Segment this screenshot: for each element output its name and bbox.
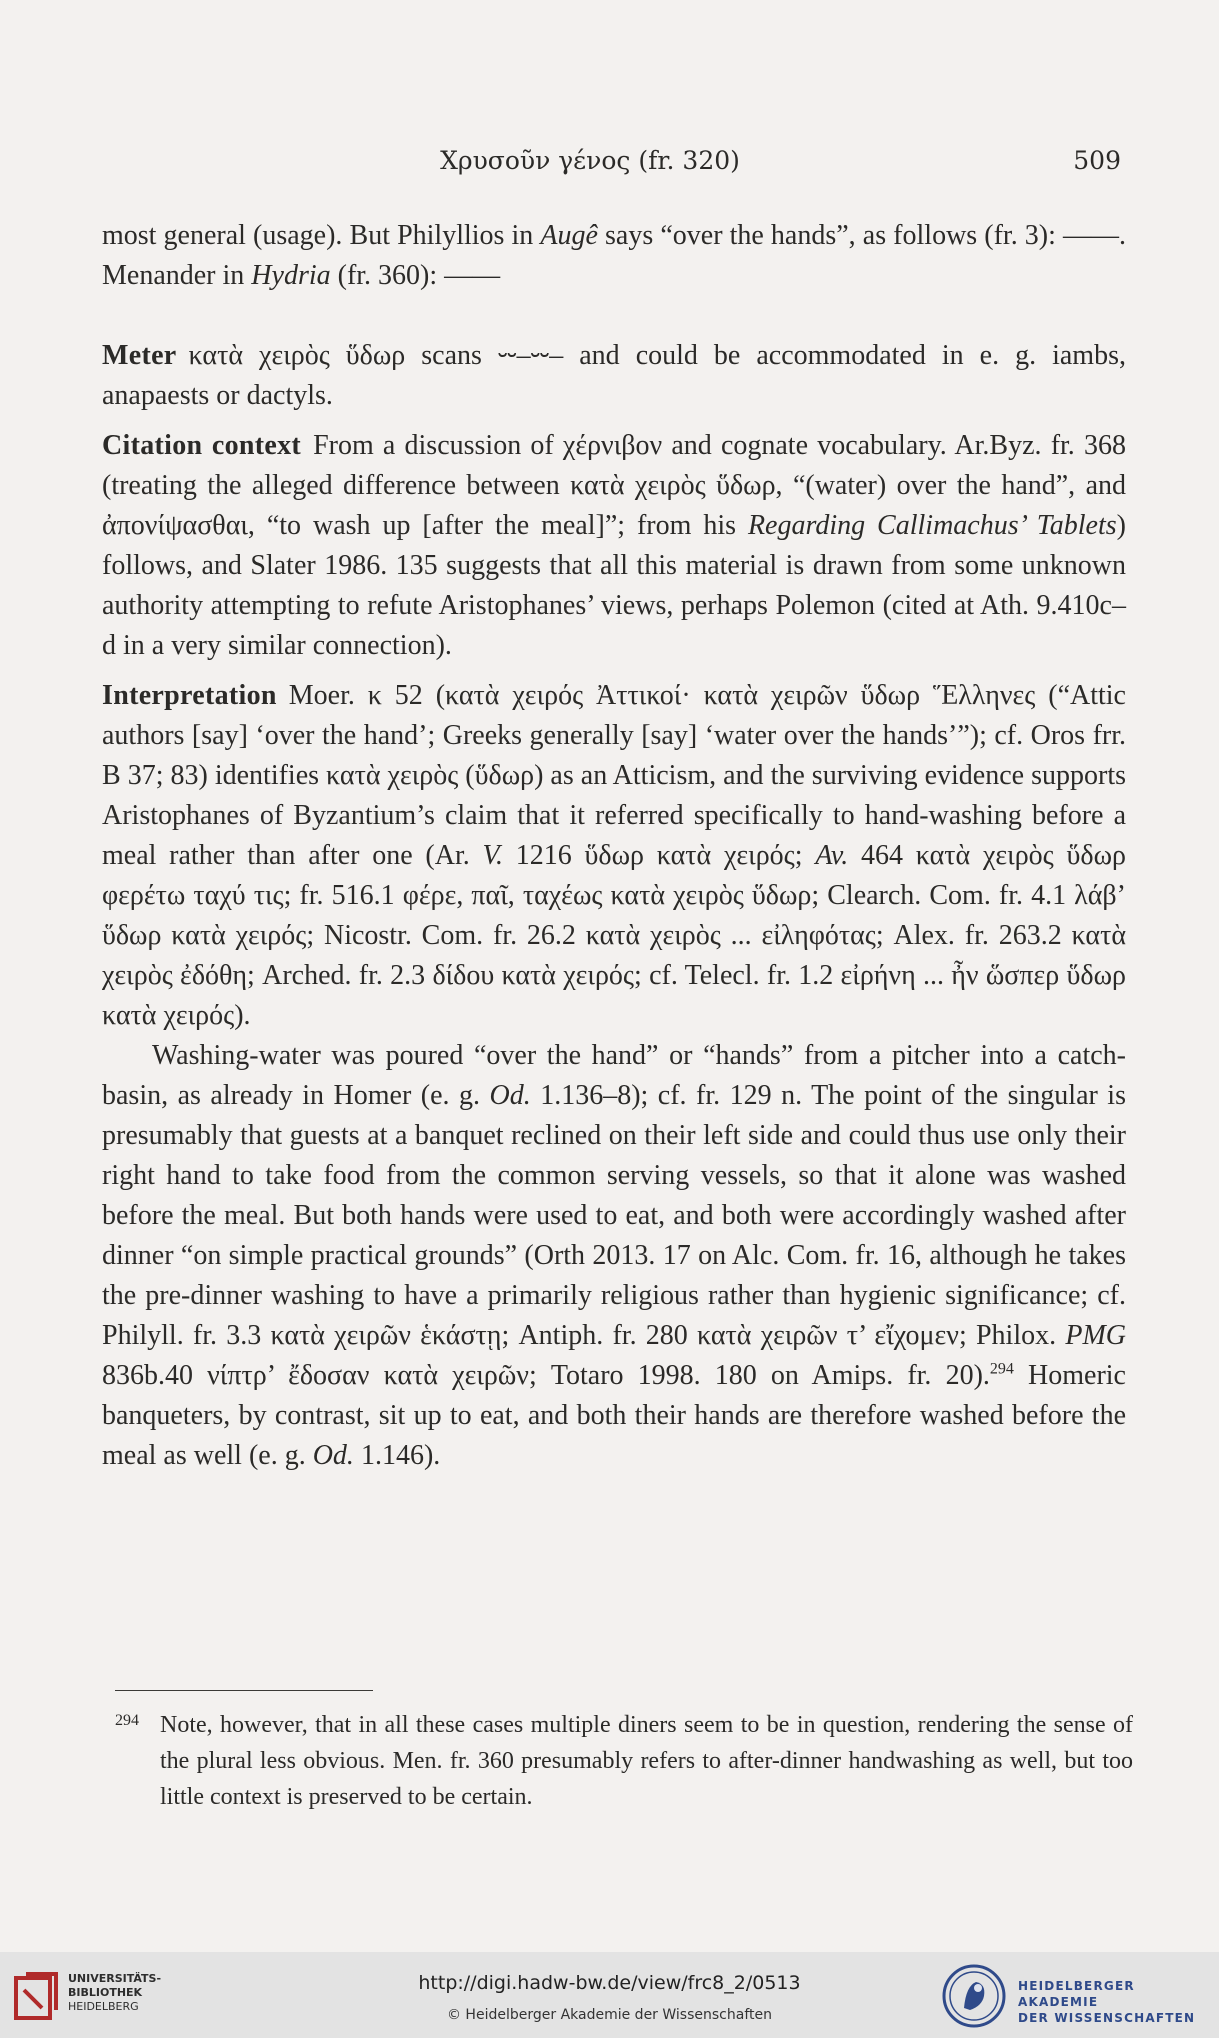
intro-paragraph (102, 216, 1126, 296)
footnote-text: Note, however, that in all these cases multiple diners seem to be in question, rendering the sense of the plural less obvious. Men. fr. 360 presumably refers to after-dinner handwashing as well, but too little context is preserved to be certain. (160, 1712, 1133, 1810)
copyright-notice: © Heidelberger Akademie der Wissenschaften (446, 2007, 772, 2023)
citation-title: Regarding Callimachus’ Tablets (747, 510, 1117, 541)
library-line-1: UNIVERSITÄTS- (68, 1972, 162, 1985)
citation-section (102, 426, 1126, 666)
academy-name (1018, 1978, 1219, 2026)
footnote-number: 294 (115, 1712, 139, 1729)
abbr-pmg: PMG (1065, 1320, 1126, 1351)
interpretation-text: Moer. κ 52 (κατὰ χειρός Ἀττικοί· κατὰ χειρῶν ὕδωρ Ἕλληνες (“Attic authors [say] ‘over the hand’; Greeks generally [say] ‘water over the hands’”); cf. Oros frr. B 37; 83) identifies κατὰ χειρὸς (ὕδωρ) as an Atticism, and the surviving evidence supports Aristophanes of Byzantium’s claim that it referred specifically to hand-washing before a meal rather than after one (Ar. (102, 680, 1126, 871)
meter-section (102, 336, 1126, 416)
footnote-ref[interactable]: 294 (989, 1360, 1014, 1378)
washing-text-4: Homeric banqueters, by contrast, sit up to eat, and both their hands are therefore washed before the meal as well (e. g. (102, 1360, 1126, 1471)
running-head-title: Χρυσοῦν γένος (fr. 320) (440, 146, 740, 175)
interpretation-section (102, 676, 1126, 1036)
footnote-rule (115, 1690, 373, 1691)
abbr-od-1: Od. (489, 1080, 531, 1111)
washing-text: Washing-water was poured “over the hand” or “hands” from a pitcher into a catch-basin, as already in Homer (e. g. (102, 1040, 1126, 1111)
citation-heading: Citation context (102, 430, 302, 461)
academy-seal-icon[interactable] (940, 1962, 1008, 2030)
title-auge: Augê (540, 220, 598, 251)
interpretation-heading: Interpretation (102, 680, 277, 711)
title-hydria: Hydria (251, 260, 331, 291)
intro-text-b: says “over the hands”, as follows (fr. 3): ——. Menander in (102, 220, 1126, 291)
viewer-footer (0, 1952, 1219, 2038)
academy-line-2: DER WISSENSCHAFTEN (1018, 2011, 1196, 2025)
meter-heading: Meter (102, 340, 177, 371)
running-head (0, 142, 1219, 182)
citation-text-2: ) follows, and Slater 1986. 135 suggests that all this material is drawn from some unknown authority attempting to refute Aristophanes’ views, perhaps Polemon (cited at Ath. 9.410c–d in a very similar connection). (102, 510, 1126, 661)
intro-text-c: (fr. 360): —— (330, 260, 501, 291)
washing-text-3: 836b.40 νίπτρ’ ἔδοσαν κατὰ χειρῶν; Totaro 1998. 180 on Amips. fr. 20). (102, 1360, 990, 1391)
meter-text: κατὰ χειρὸς ὕδωρ scans ⏑⏑–⏑⏑– and could be accommodated in e. g. iambs, anapaests or dactyls. (102, 340, 1126, 411)
intro-text: most general (usage). But Philyllios in (102, 220, 541, 251)
interpretation-text-2: 1216 ὕδωρ κατὰ χειρός; (503, 840, 816, 871)
abbr-av: Av. (815, 840, 849, 871)
abbr-v: V. (482, 840, 504, 871)
washing-paragraph (102, 1036, 1126, 1476)
washing-text-2: 1.136–8); cf. fr. 129 n. The point of the singular is presumably that guests at a banquet reclined on their left side and could thus use only their right hand to take food from the common serving vessels, so that it alone was washed before the meal. But both hands were used to eat, and both were accordingly washed after dinner “on simple practical grounds” (Orth 2013. 17 on Alc. Com. fr. 16, although he takes the pre-dinner washing to have a primarily religious rather than hygienic significance; cf. Philyll. fr. 3.3 κατὰ χειρῶν ἑκάστῃ; Antiph. fr. 280 κατὰ χειρῶν τ’ εἴχομεν; Philox. (102, 1080, 1126, 1351)
permalink-url[interactable]: http://digi.hadw-bw.de/view/frc8_2/0513 (418, 1972, 801, 1994)
library-line-2: BIBLIOTHEK (68, 1986, 143, 1999)
academy-line-1: HEIDELBERGER AKADEMIE (1018, 1979, 1135, 2009)
library-line-3: HEIDELBERG (68, 2000, 139, 2013)
page-number: 509 (1073, 146, 1121, 175)
main-text (102, 216, 1126, 1476)
interpretation-text-3: 464 κατὰ χειρὸς ὕδωρ φερέτω ταχύ τις; fr. 516.1 φέρε, παῖ, ταχέως κατὰ χειρὸς ὕδωρ; Clearch. Com. fr. 4.1 λάβ’ ὕδωρ κατὰ χειρός; Nicostr. Com. fr. 26.2 κατὰ χειρὸς ... εἰληφότας; Alex. fr. 263.2 κατὰ χειρὸς ἐδόθη; Arched. fr. 2.3 δίδου κατὰ χειρός; cf. Telecl. fr. 1.2 εἰρήνη ... ἦν ὥσπερ ὕδωρ κατὰ χειρός). (102, 840, 1126, 1031)
footnote-294 (115, 1707, 1133, 1815)
washing-text-5: 1.146). (353, 1440, 441, 1471)
abbr-od-2: Od. (312, 1440, 354, 1471)
citation-text: From a discussion of χέρνιβον and cognate vocabulary. Ar.Byz. fr. 368 (treating the alleged difference between κατὰ χειρὸς ὕδωρ, “(water) over the hand”, and ἀπονίψασθαι, “to wash up [after the meal]”; from his (102, 430, 1126, 541)
